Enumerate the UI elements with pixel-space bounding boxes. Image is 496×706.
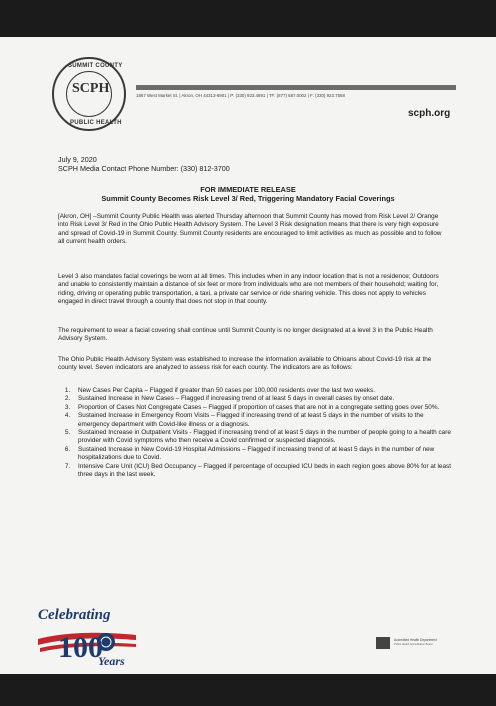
paragraph-1: [Akron, OH] –Summit County Public Health was alerted Thursday afternoon that Summit County has moved from Risk Level 2/ Orange into Risk Level 3/ Red in the Ohio Public Health Advisory System. The Level 3 Risk designation means that there is very high exposure and spread of Covid-19 in Summit County. Summit County residents are encouraged to limit activities as much as possible and to follow all current health orders. (58, 213, 442, 246)
seal-monogram: SCPH (72, 81, 110, 96)
letterhead-rule (136, 85, 456, 90)
paragraph-4: The Ohio Public Health Advisory System was established to increase the information available to Ohioans about Covid-19 risk at the county level. Seven indicators are analyzed to assess risk for each county. The indicators are as follows: (58, 356, 432, 372)
logo-years-text: Years (98, 654, 125, 668)
seal-bottom-text: PUBLIC HEALTH (70, 120, 122, 126)
logo-number-text: 100 (58, 631, 103, 664)
list-item: 6. Sustained Increase in New Covid-19 Hospital Admissions – Flagged if increasing trend of at least 5 days in the number of new hospitalizations due to Covid. (72, 446, 456, 463)
accreditation-title: Accredited Health Department (394, 638, 437, 642)
list-item: 7. Intensive Care Unit (ICU) Bed Occupancy – Flagged if percentage of occupied ICU beds in each region goes above 80% for at least three days in the last week. (72, 463, 456, 480)
accreditation-subtitle: Public Health Accreditation Board (394, 643, 433, 646)
headline: Summit County Becomes Risk Level 3/ Red, Triggering Mandatory Facial Coverings (101, 194, 395, 203)
release-date: July 9, 2020 (58, 155, 97, 164)
indicator-list (58, 387, 456, 479)
letterhead-contact: 1867 West Market St. | Akron, OH 44313-6901 | P: (330) 923.4891 | TF: (877) 687.0002 | F: (330) 923.7558 (136, 93, 345, 98)
letterhead-website: scph.org (408, 108, 451, 119)
list-item: 3. Proportion of Cases Not Congregate Cases – Flagged if proportion of cases that are not in a congregate setting goes over 50%. (72, 404, 456, 412)
media-contact: SCPH Media Contact Phone Number: (330) 812-3700 (58, 164, 230, 173)
paragraph-2: Level 3 also mandates facial coverings be worn at all times. This includes when in any indoor location that is not a residence; Outdoors and unable to consistently maintain a distance of six feet or more from individuals who are not members of their household; waiting for, riding, driving or operating public transportation, a taxi, a private car service or ride sharing vehicle. This does not apply to vehicles engaged in direct travel through a county that does not stop in that county. (58, 273, 439, 306)
paragraph-3: The requirement to wear a facial covering shall continue until Summit County is no longer designated at a level 3 in the Public Health Advisory System. (58, 327, 433, 343)
accreditation-badge (376, 637, 458, 651)
accreditation-logo-icon (376, 637, 390, 649)
list-item: 2. Sustained Increase in New Cases – Flagged if increasing trend of at least 5 days in overall cases by onset date. (72, 395, 456, 403)
top-bezel (0, 0, 496, 37)
date-block (58, 155, 230, 173)
release-label: FOR IMMEDIATE RELEASE (200, 185, 296, 194)
celebrating-100-years-logo (36, 599, 140, 669)
release-heading (58, 185, 438, 203)
summit-county-public-health-seal (52, 57, 126, 131)
seal-top-text: SUMMIT COUNTY (68, 63, 123, 69)
logo-celebrating-text: Celebrating (38, 607, 111, 623)
list-item: 5. Sustained Increase in Outpatient Visits - Flagged if increasing trend of at least 5 days in the number of people going to a health care provider with Covid symptoms who then receive a Covid confirmed or suspected diagnosis. (72, 429, 456, 446)
list-item: 1. New Cases Per Capita – Flagged if greater than 50 cases per 100,000 residents over the last two weeks. (72, 387, 456, 395)
list-item: 4. Sustained Increase in Emergency Room Visits – Flagged if increasing trend of at least 5 days in the number of visits to the emergency department with Covid-like illness or a diagnosis. (72, 412, 456, 429)
press-release-page (0, 37, 496, 674)
bottom-bezel (0, 674, 496, 706)
